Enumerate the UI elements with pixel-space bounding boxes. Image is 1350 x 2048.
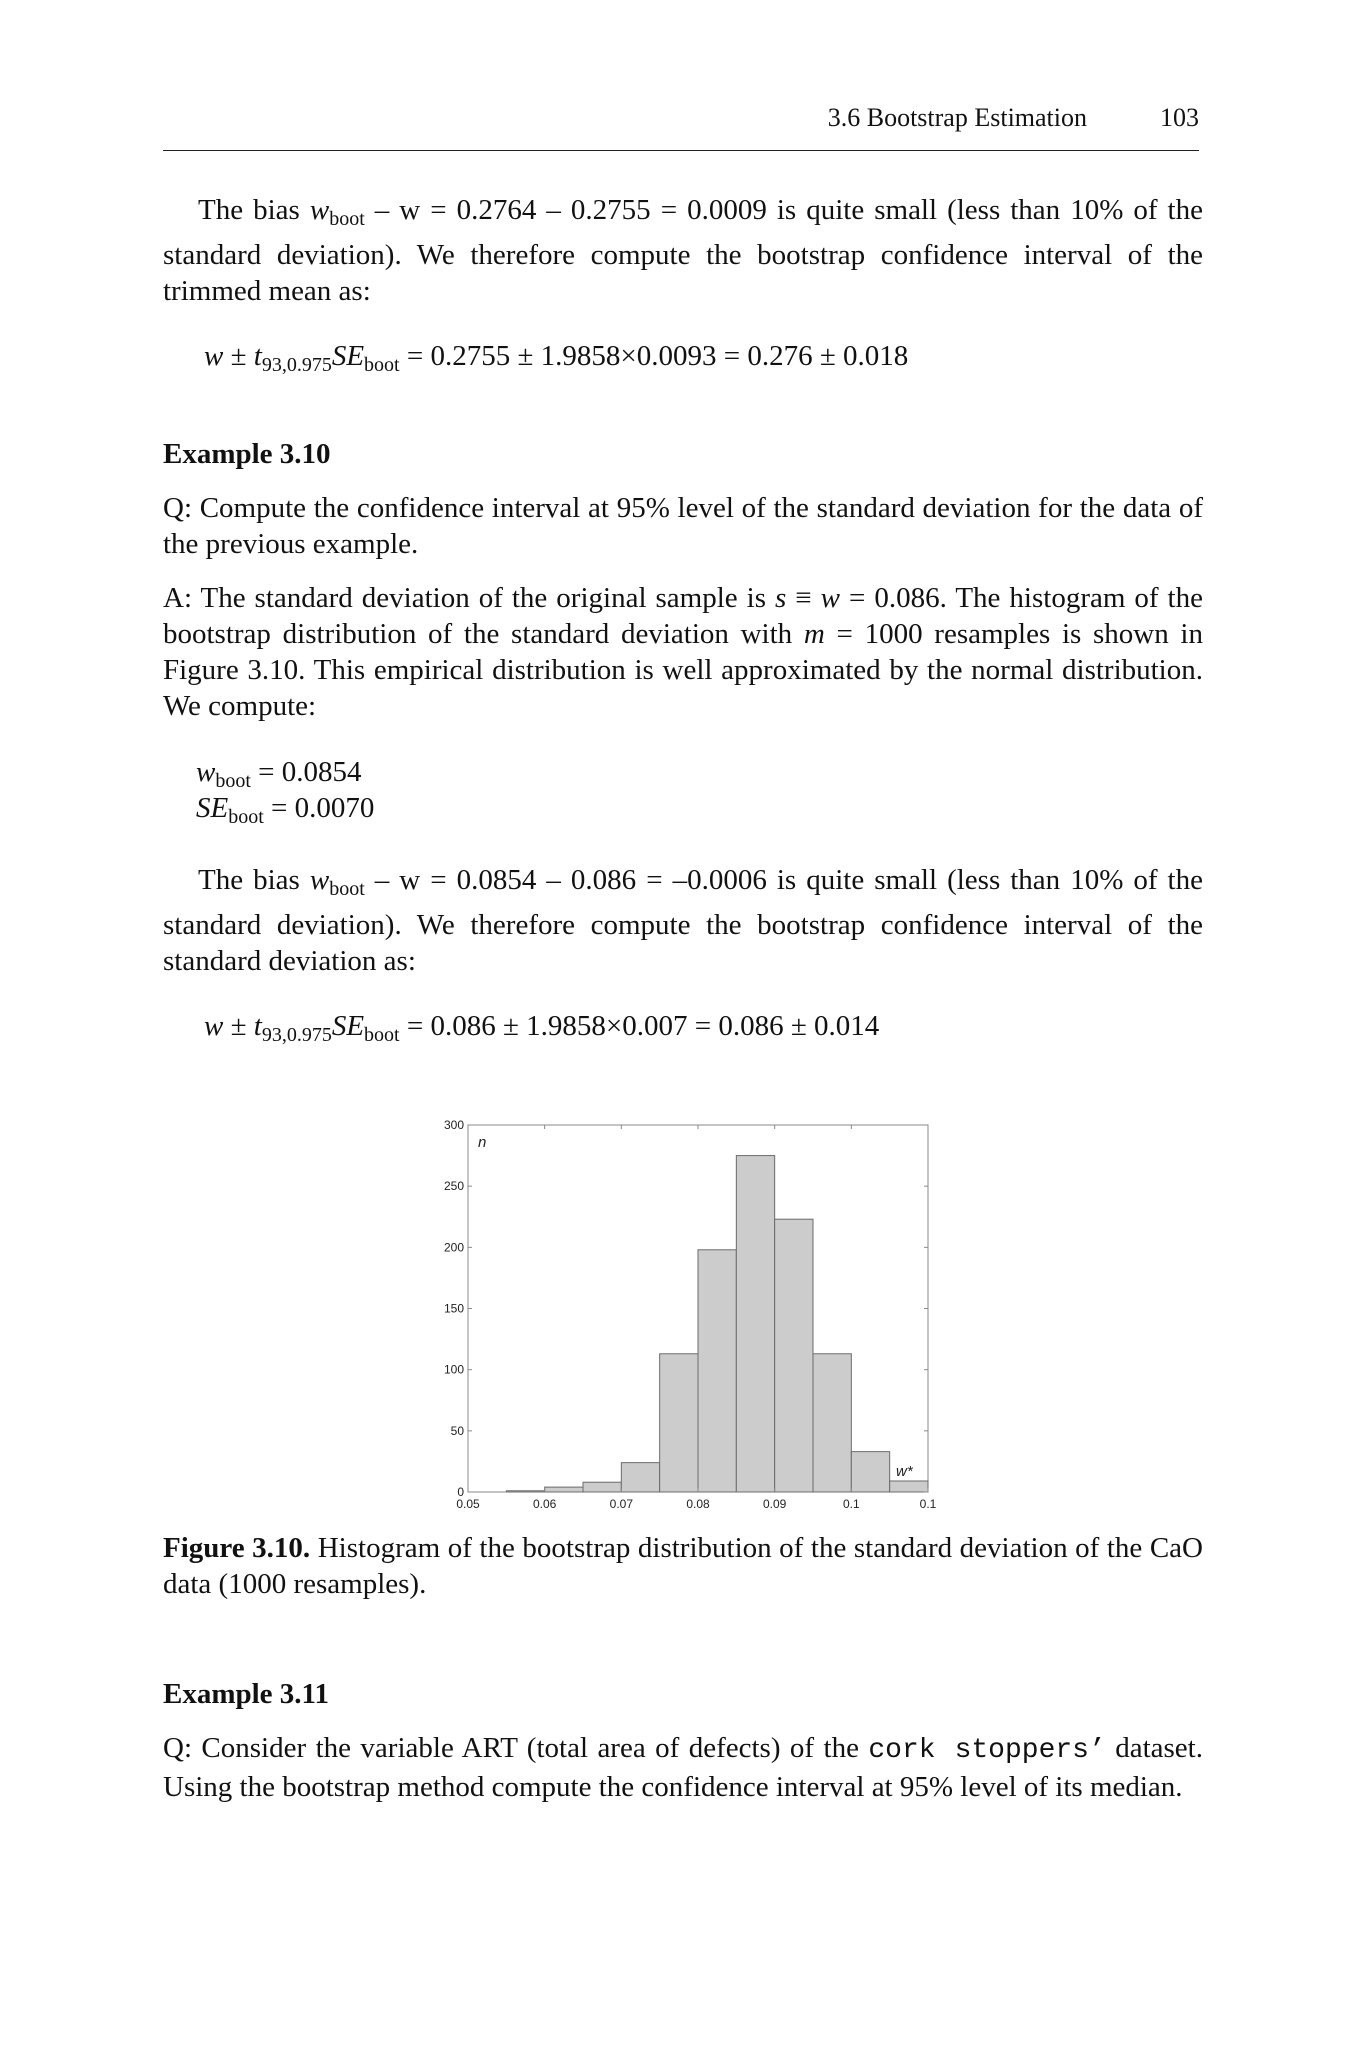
- x-tick-label: 0.07: [609, 1497, 634, 1511]
- histogram-bar: [736, 1156, 774, 1492]
- paragraph-bias-trimmed-mean: The bias $w_{boot} - w = 0.2764 - 0.2755 = 0.0009$ is quite small (less than 10% of the standard deviation). We therefore compute the bootstrap confidence interval of the trimmed mean as:: [163, 194, 1203, 307]
- x-tick-label: 0.08: [686, 1497, 710, 1511]
- histogram-bar: [890, 1481, 928, 1492]
- y-tick-label: 100: [443, 1362, 464, 1377]
- x-tick-label: 0.09: [762, 1497, 787, 1511]
- histogram-bar: [851, 1452, 889, 1492]
- histogram-bar: [813, 1354, 851, 1492]
- histogram-bar: [506, 1491, 544, 1492]
- y-axis-label: n: [478, 1134, 487, 1151]
- y-tick-label: 200: [443, 1240, 464, 1255]
- section-title: 3.6 Bootstrap Estimation: [827, 103, 1087, 132]
- x-axis-label: w*: [896, 1463, 913, 1480]
- w-boot-value: $w_{boot} = 0.0854$: [196, 756, 362, 792]
- se-boot-value: $SE_{boot} = 0.0070$: [196, 792, 375, 828]
- example-3-10-question: Q: Compute the confidence interval at 95% level of the standard deviation for the data of the previous example.: [163, 492, 1203, 560]
- example-3-10-answer: A: The standard deviation of the original sample is s ≡ w = 0.086. The histogram of the bootstrap distribution of the standard deviation with m = 1000 resamples is shown in Figure 3.10. This empirical distribution is well approximated by the normal distribution. We compute:: [163, 582, 1203, 722]
- histogram-bar: [545, 1487, 583, 1492]
- x-tick-label: 0.1: [919, 1497, 937, 1511]
- y-tick-label: 150: [443, 1301, 464, 1316]
- y-tick-label: 300: [443, 1118, 464, 1132]
- formula-trimmed-mean-ci: $w \pm t_{93,0.975}SE_{boot} = 0.2755 \pm 1.9858\times 0.0093 = 0.276 \pm 0.018$: [204, 340, 909, 376]
- histogram-bar: [660, 1354, 698, 1492]
- histogram-bar: [621, 1463, 659, 1492]
- figure-3-10-caption: Figure 3.10. Histogram of the bootstrap distribution of the standard deviation of the CaO data (1000 resamples).: [163, 1532, 1203, 1600]
- histogram-bar: [698, 1250, 736, 1492]
- x-tick-label: 0.1: [842, 1497, 860, 1511]
- x-tick-label: 0.06: [532, 1497, 557, 1511]
- bootstrap-histogram: [420, 1110, 940, 1520]
- example-3-11-question: Q: Consider the variable ART (total area of defects) of the cork stoppers’ dataset. Using the bootstrap method compute the confidence interval at 95% level of its median.: [163, 1732, 1203, 1803]
- x-tick-label: 0.05: [456, 1497, 480, 1511]
- running-head: [163, 98, 1199, 138]
- y-tick-label: 0: [457, 1485, 464, 1499]
- paragraph-bias-std: The bias $w_{boot} - w = 0.0854 - 0.086 = -0.0006$ is quite small (less than 10% of the standard deviation). We therefore compute the bootstrap confidence interval of the standard deviation as:: [163, 864, 1203, 977]
- y-tick-label: 50: [450, 1423, 464, 1438]
- page-number: 103: [1160, 103, 1199, 132]
- header-rule: [163, 150, 1199, 151]
- y-tick-label: 250: [443, 1179, 464, 1194]
- example-3-10-heading: Example 3.10: [163, 438, 331, 470]
- example-3-11-heading: Example 3.11: [163, 1678, 329, 1710]
- formula-std-ci: $w \pm t_{93,0.975}SE_{boot} = 0.086 \pm 1.9858\times 0.007 = 0.086 \pm 0.014$: [204, 1010, 880, 1046]
- histogram-bar: [775, 1219, 813, 1492]
- histogram-bar: [583, 1482, 621, 1492]
